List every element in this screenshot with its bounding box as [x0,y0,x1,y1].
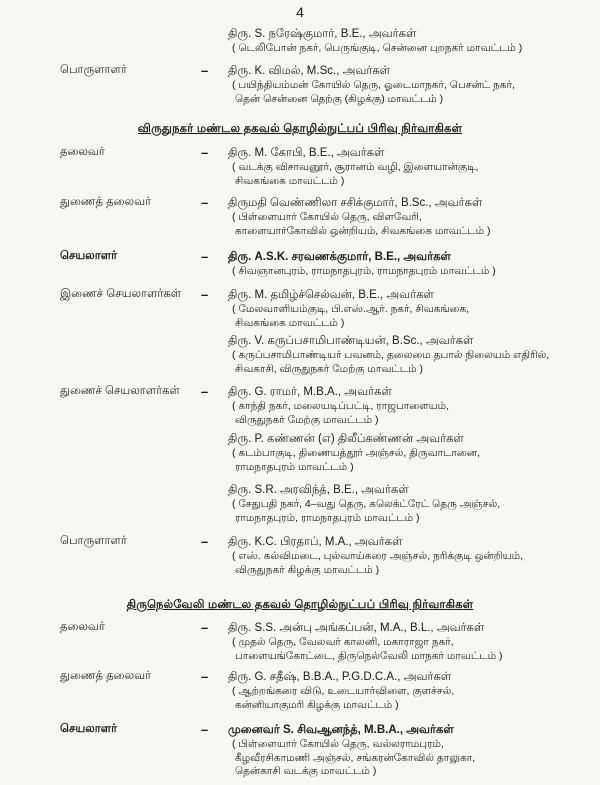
dash-separator: – [201,722,209,737]
dash-separator: – [201,384,209,399]
member-name: திரு. M. தமிழ்ச்செல்வன், B.E., அவர்கள் [228,289,434,301]
member-address: ( பயிந்தியம்மன் கோயில் தெரு, ஓடைமாநகர், பெசன்ட் நகர், தென் சென்னை தெற்கு (கிழக்கு) மாவட்டம் ) [232,79,515,105]
role-label: துணைத் தலைவர் [60,196,152,208]
member-address: ( கருப்பசாமிபாண்டியர் பவனம், தலைமை தபால் நிலையம் எதிரில், சிவகாசி, விருதுநகர் மேற்கு மாவட்டம் ) [232,349,550,375]
role-label: இணைச் செயலாளர்கள் [60,288,182,300]
dash-separator: – [201,145,209,160]
member-name: திரு. K. விமல், M.Sc., அவர்கள் [228,65,391,77]
role-label: துணைச் செயலாளர்கள் [60,385,180,397]
member-address: ( மேலவாளியம்குடி, பி.எஸ்.ஆர். நகர், சிவகங்கை, சிவகங்கை மாவட்டம் ) [232,303,470,329]
dash-separator: – [201,287,209,302]
section-heading-tirunelveli: திருநெல்வேலி மண்டல தகவல் தொழில்நுட்பப் பிரிவு நிர்வாகிகள் [126,599,474,611]
member-address: ( சேதுபதி நகர், 4–வது தெரு, கலெக்ட்ரேட் தெரு அஞ்சல், ராமநாதபுரம், ராமநாதபுரம் மாவட்டம் ) [232,498,501,524]
role-label: தலைவர் [60,146,105,158]
role-label: செயலாளர் [60,250,118,262]
role-label: பொருளாளர் [60,535,127,547]
member-name: திரு. P. கண்ணன் (எ) திலீப்கண்ணன் அவர்கள் [228,433,464,445]
dash-separator: – [201,195,209,210]
member-name: திரு. A.S.K. சரவணக்குமார், B.E., அவர்கள் [228,251,451,263]
role-label: துணைத் தலைவர் [60,670,152,682]
member-address: ( பிள்ளையார் கோயில் தெரு, வல்லராமபுரம், கீழவீரசிகாமணி அஞ்சல், சங்கரன்கோவில் தாலுகா, தென்காசி வடக்கு மாவட்டம் ) [232,738,476,777]
member-name: திரு. S.R. அரவிந்த், B.E., அவர்கள் [228,484,409,496]
member-address: ( வடக்கு விசாவனூர், சூரானம் வழி, இளையான்குடி, சிவகங்கை மாவட்டம் ) [232,161,479,187]
dash-separator: – [201,669,209,684]
dash-separator: – [201,63,209,78]
member-name: திரு. S. நரேஷ்குமார், B.E., அவர்கள் [228,28,417,40]
member-name: திரு. K.C. பிரதாப், M.A., அவர்கள் [228,536,403,548]
role-label: பொருளாளர் [60,64,127,76]
member-name: முனைவர் S. சிவஆனந்த், M.B.A., அவர்கள் [228,724,454,736]
dash-separator: – [201,620,209,635]
member-address: ( கடம்பாகுடி, திணையத்தூர் அஞ்சல், திருவாடானை, ராமநாதபுரம் மாவட்டம் ) [232,447,480,473]
member-address: ( முதல் தெரு, வேலவர் காலனி, மகாராஜா நகர், பாளையங்கோட்டை, திருநெல்வேலி மாநகர் மாவட்டம் ) [232,636,503,662]
role-label: தலைவர் [60,621,105,633]
member-name: திரு. V. கருப்பசாமிபாண்டியன், B.Sc., அவர்கள் [228,335,474,347]
section-heading-virudhunagar: விருதுநகர் மண்டல தகவல் தொழில்நுட்பப் பிரிவு நிர்வாகிகள் [137,123,463,135]
dash-separator: – [201,534,209,549]
member-name: திரு. G. சதீஷ், B.B.A., P.G.D.C.A., அவர்கள் [228,671,452,683]
member-address: ( பிள்ளையார் கோயில் தெரு, விளவேரி, காளையார்கோவில் ஒன்றியம், சிவகங்கை மாவட்டம் ) [232,211,491,237]
member-name: திரு. M. கோபி, B.E., அவர்கள் [228,147,385,159]
dash-separator: – [201,249,209,264]
member-address: ( டெலிபோன் நகர், பெருங்குடி, சென்னை புறநகர் மாவட்டம் ) [232,42,523,54]
member-name: திரு. G. ராமர், M.B.A., அவர்கள் [228,386,392,398]
member-address: ( ஆற்றங்கரை விடு, உடையார்விளை, குளச்சல், கன்னியாகுமரி கிழக்கு மாவட்டம் ) [232,685,455,711]
member-name: திருமதி வெண்ணிலா சசிக்குமார், B.Sc., அவர்கள் [228,197,483,209]
role-label: செயலாளர் [60,723,118,735]
member-address: ( எஸ். கல்விமடை, புல்வாய்கரை அஞ்சல், நரிக்குடி ஒன்றியம், விருதுநகர் கிழக்கு மாவட்டம் ) [232,550,523,576]
member-name: திரு. S.S. அன்பு அங்கப்பன், M.A., B.L., அவர்கள் [228,622,485,634]
member-address: ( காந்தி நகர், மலையடிப்பட்டி, ராஜபாளையம், விருதுநகர் மேற்கு மாவட்டம் ) [232,400,450,426]
member-address: ( சிவஞானபுரம், ராமநாதபுரம், ராமநாதபுரம் மாவட்டம் ) [232,265,496,277]
page-number: 4 [296,4,304,20]
